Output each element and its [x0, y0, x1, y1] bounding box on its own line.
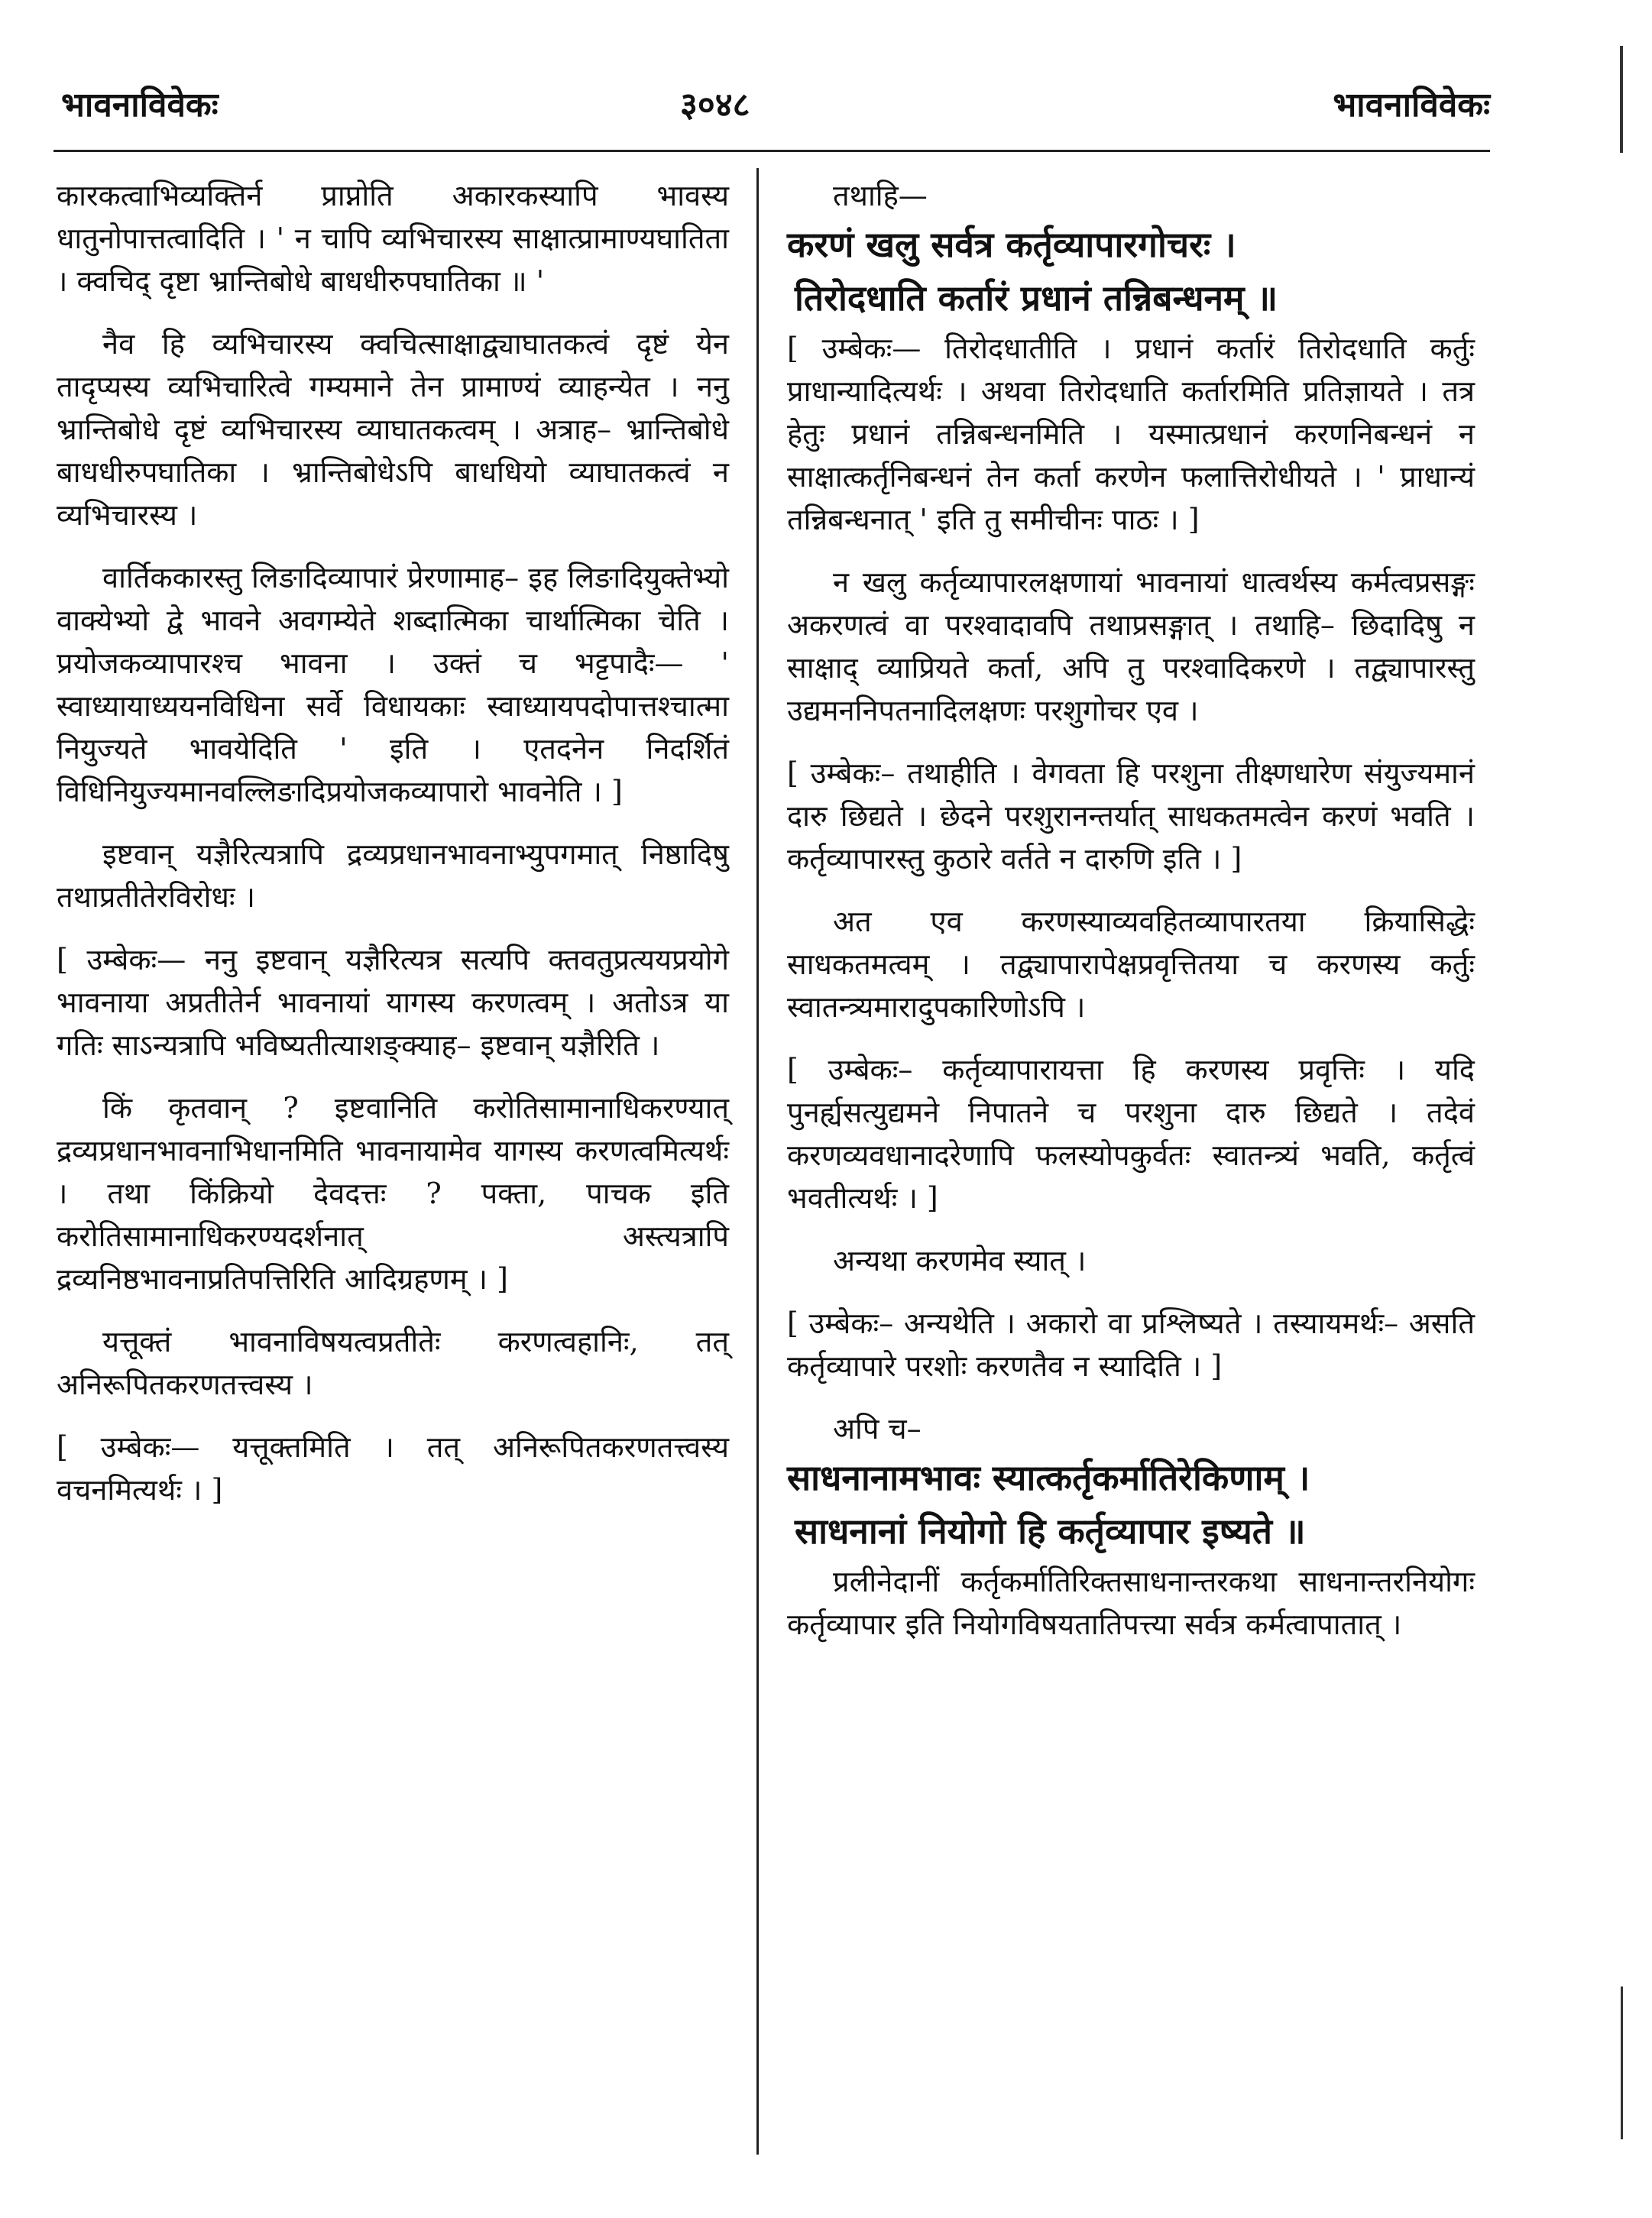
commentary-paragraph: [ उम्बेकः– अन्यथेति । अकारो वा प्रश्लिष्यते । तस्यायमर्थः– असति कर्तृव्यापारे परशोः करणतैव न स्यादिति । ] — [787, 1307, 1475, 1383]
commentary-paragraph: [ उम्बेकः— तिरोदधातीति । प्रधानं कर्तारं तिरोदधाति कर्तुः प्राधान्यादित्यर्थः । अथवा तिरोदधाति कर्तारमिति प्रतिज्ञायते । तत्र हेतुः प्रधानं तन्निबन्धनमिति । यस्मात्प्रधानं करणनिबन्धनं न साक्षात्कर्तृनिबन्धनं तेन कर्ता करणेन फलात्तिरोधीयते । ' प्राधान्यं तन्निबन्धनात् ' इति तु समीचीनः पाठः । ] — [787, 332, 1475, 536]
verse-line: तिरोदधाति कर्तारं प्रधानं तन्निबन्धनम् ॥ — [795, 277, 1278, 319]
page-number: ३०४८ — [680, 86, 750, 125]
commentary-paragraph: [ उम्बेकः— ननु इष्टवान् यज्ञैरित्यत्र सत्यपि क्तवतुप्रत्ययप्रयोगे भावनाया अप्रतीतेर्न भावनायां यागस्य करणत्वम् । अतोऽत्र या गतिः साऽन्यत्रापि भविष्यतीत्याशङ्क्याह– इष्टवान् यज्ञैरिति । — [57, 943, 729, 1062]
commentary-paragraph: [ उम्बेकः— यत्तूक्तमिति । तत् अनिरूपितकरणतत्त्वस्य वचनमित्यर्थः । ] — [57, 1430, 729, 1507]
paragraph: वार्तिककारस्तु लिङादिव्यापारं प्रेरणामाह– इह लिङादियुक्तेभ्यो वाक्येभ्यो द्वे भावने अवगम्येते शब्दात्मिका चार्थात्मिका चेति । प्रयोजकव्यापारश्च भावना । उक्तं च भट्टपादैः— ' स्वाध्यायाध्ययनविधिना सर्वे विधायकाः स्वाध्यायपदोपात्तश्चात्मा नियुज्यते भावयेदिति ' इति । एतदनेन निदर्शितं विधिनियुज्यमानवल्लिङादिप्रयोजकव्यापारो भावनेति । ] — [57, 561, 729, 808]
scan-edge-mark — [1620, 46, 1623, 153]
header-rule — [53, 150, 1490, 152]
verse-line: करणं खलु सर्वत्र कर्तृव्यापारगोचरः । — [787, 224, 1236, 265]
commentary-paragraph: [ उम्बेकः– कर्तृव्यापारायत्ता हि करणस्य प्रवृत्तिः । यदि पुनर्ह्यसत्युद्यमने निपातने च परशुना दारु छिद्यते । तदेवं करणव्यवधानादरेणापि फलस्योपकुर्वतः स्वातन्त्र्यं भवति, कर्तृत्वं भवतीत्यर्थः । ] — [787, 1053, 1475, 1215]
paragraph: अन्यथा करणमेव स्यात् । — [833, 1244, 1087, 1277]
paragraph: अत एव करणस्याव्यवहितव्यापारतया क्रियासिद्धेः साधकतमत्वम् । तद्व्यापारापेक्षप्रवृत्तितया च करणस्य कर्तुः स्वातन्त्र्यमारादुपकारिणोऽपि । — [787, 905, 1475, 1024]
paragraph: कारकत्वाभिव्यक्तिर्न प्राप्नोति अकारकस्यापि भावस्य धातुनोपात्तत्वादिति । ' न चापि व्यभिचारस्य साक्षात्प्रामाण्यघातिता । क्वचिद् दृष्टा भ्रान्तिबोधे बाधधीरुपघातिका ॥ ' — [57, 179, 729, 298]
intro-line: तथाहि— — [833, 179, 928, 212]
page-header — [53, 80, 1490, 134]
commentary-paragraph: [ उम्बेकः– तथाहीति । वेगवता हि परशुना तीक्ष्णधारेण संयुज्यमानं दारु छिद्यते । छेदने परशुरानन्तर्यात् साधकतमत्वेन करणं भवति । कर्तृव्यापारस्तु कुठारे वर्तते न दारुणि इति । ] — [787, 756, 1475, 876]
scan-edge-mark — [1621, 1986, 1623, 2139]
running-title-left: भावनाविवेकः — [61, 86, 219, 125]
intro-line: अपि च– — [833, 1412, 922, 1446]
paragraph: न खलु कर्तृव्यापारलक्षणायां भावनायां धात्वर्थस्य कर्मत्वप्रसङ्गः अकरणत्वं वा परश्वादावपि तथाप्रसङ्गात् । तथाहि– छिदादिषु न साक्षाद् व्याप्रियते कर्ता, अपि तु परश्वादिकरणे । तद्व्यापारस्तु उद्यमननिपतनादिलक्षणः परशुगोचर एव । — [787, 565, 1475, 727]
verse-line: साधनानामभावः स्यात्कर्तृकर्मातिरेकिणाम् । — [787, 1457, 1310, 1498]
column-divider — [756, 168, 759, 2155]
paragraph: प्रलीनेदानीं कर्तृकर्मातिरिक्तसाधनान्तरकथा साधनान्तरनियोगः कर्तृव्यापार इति नियोगविषयतातिपत्त्या सर्वत्र कर्मत्वापातात् । — [787, 1565, 1475, 1641]
left-column — [57, 174, 729, 1531]
paragraph: किं कृतवान् ? इष्टवानिति करोतिसामानाधिकरण्यात् द्रव्यप्रधानभावनाभिधानमिति भावनायामेव यागस्य करणत्वमित्यर्थः । तथा किंक्रियो देवदत्तः ? पक्ता, पाचक इति करोतिसामानाधिकरण्यदर्शनात् अस्त्यत्रापि द्रव्यनिष्ठभावनाप्रतिपत्तिरिति आदिग्रहणम् । ] — [57, 1091, 729, 1296]
verse-line: साधनानां नियोगो हि कर्तृव्यापार इष्यते ॥ — [795, 1511, 1306, 1552]
paragraph: इष्टवान् यज्ञैरित्यत्रापि द्रव्यप्रधानभावनाभ्युपगमात् निष्ठादिषु तथाप्रतीतेरविरोधः । — [57, 837, 729, 914]
paragraph: यत्तूक्तं भावनाविषयत्वप्रतीतेः करणत्वहानिः, तत् अनिरूपितकरणतत्त्वस्य । — [57, 1325, 729, 1401]
paragraph: नैव हि व्यभिचारस्य क्वचित्साक्षाद्व्याघातकत्वं दृष्टं येन तादृप्यस्य व्यभिचारित्वे गम्यमाने तेन प्रामाण्यं व्याहन्येत । ननु भ्रान्तिबोधे दृष्टं व्यभिचारस्य व्याघातकत्वम् । अत्राह– भ्रान्तिबोधे बाधधीरुपघातिका । भ्रान्तिबोधेऽपि बाधधियो व्याघातकत्वं न व्यभिचारस्य । — [57, 327, 729, 532]
running-title-right: भावनाविवेकः — [1333, 86, 1490, 125]
right-column — [787, 174, 1475, 1666]
